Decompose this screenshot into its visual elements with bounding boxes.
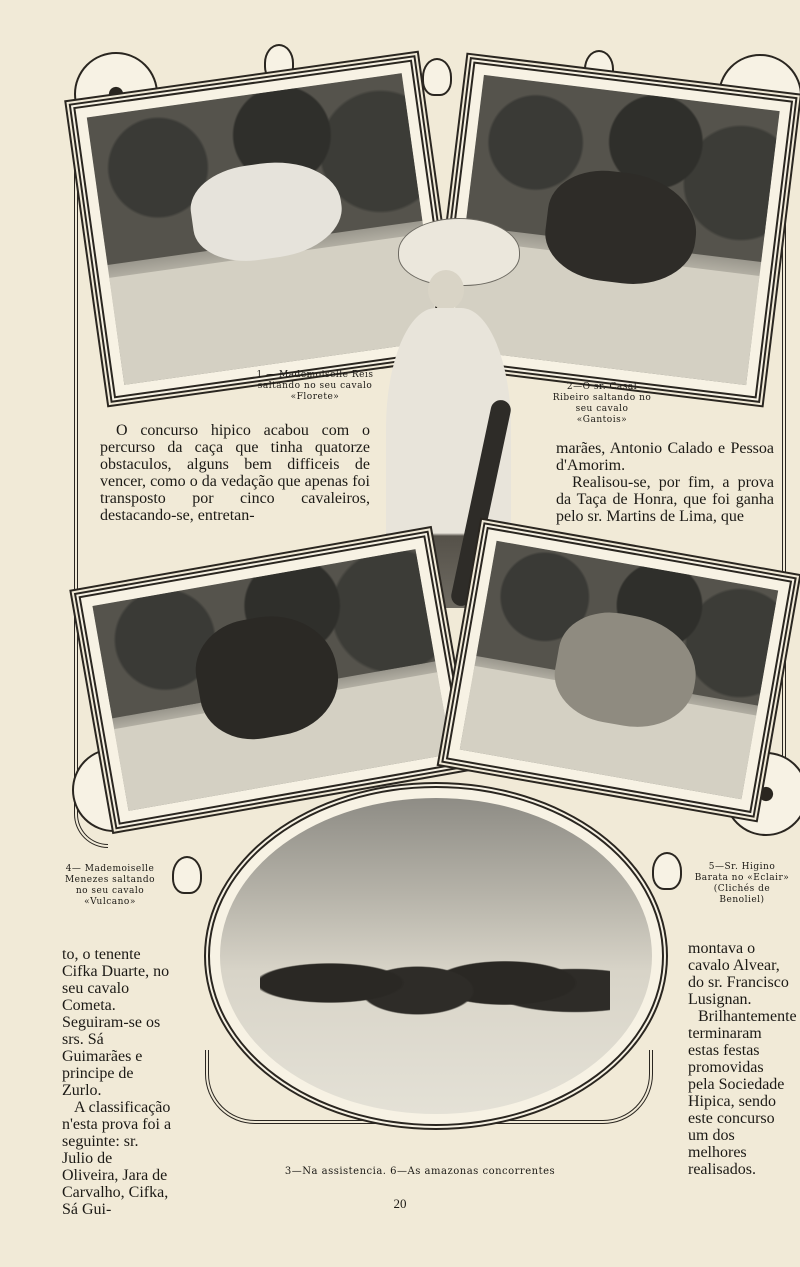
photo-4-horse-jumping	[92, 549, 451, 811]
photo-2-caption: 2—O sr. Casal Ribeiro saltando no seu cavalo «Gantois»	[552, 382, 652, 425]
oval-photo-frame	[204, 782, 668, 1130]
paragraph: montava o cavalo Alvear, do sr. Francisco Lusignan.	[688, 940, 789, 1008]
bottom-caption: 3—Na assistencia. 6—As amazonas concorrentes	[284, 1166, 556, 1177]
article-text-lower-right	[688, 940, 797, 1178]
photo-5-frame	[441, 522, 797, 818]
article-text-lower-left	[62, 946, 172, 1218]
paragraph: to, o tenente Cifka Duarte, no seu cavalo Cometa. Seguiram-se os srs. Sá Guimarães e principe de Zurlo.	[62, 946, 170, 1099]
paragraph: O concurso hipico acabou com o percurso da caça que tinha quatorze obstaculos, alguns bem difficeis de vencer, como o da vedação que apenas foi transposto por cinco cavaleiros, destacando-se, entretan-	[100, 422, 370, 524]
paragraph: Brilhantemente terminaram estas festas promovidas pela Sociedade Hipica, sendo este concurso um dos melhores realisados.	[688, 1008, 797, 1178]
paragraph: Realisou-se, por fim, a prova da Taça de Honra, que foi ganha pelo sr. Martins de Lima, que	[556, 474, 774, 525]
left-bud-ornament	[172, 856, 202, 894]
page-number: 20	[393, 1196, 407, 1211]
paragraph: marães, Antonio Calado e Pessoa d'Amorim.	[556, 440, 774, 474]
photo-5-caption: 5—Sr. Higino Barata no «Eclair» (Clichés de Benoliel)	[694, 862, 790, 905]
oval-photo-amazonas	[220, 798, 652, 1114]
photo-1-caption: 1 — Mademoiselle Reis saltando no seu cavalo «Florete»	[256, 370, 374, 402]
article-text-upper-right	[556, 440, 774, 525]
paragraph: A classificação n'esta prova foi a seguinte: sr. Julio de Oliveira, Jara de Carvalho, Cifka, Sá Gui-	[62, 1099, 172, 1218]
top-bud-ornament-2	[422, 58, 452, 96]
head	[428, 270, 464, 310]
photo-5-horse-jumping	[460, 541, 778, 799]
article-text-upper-left	[100, 422, 370, 524]
right-bud-ornament	[652, 852, 682, 890]
photo-4-caption: 4— Mademoiselle Menezes saltando no seu cavalo «Vulcano»	[64, 864, 156, 907]
riders-group	[260, 908, 610, 1058]
